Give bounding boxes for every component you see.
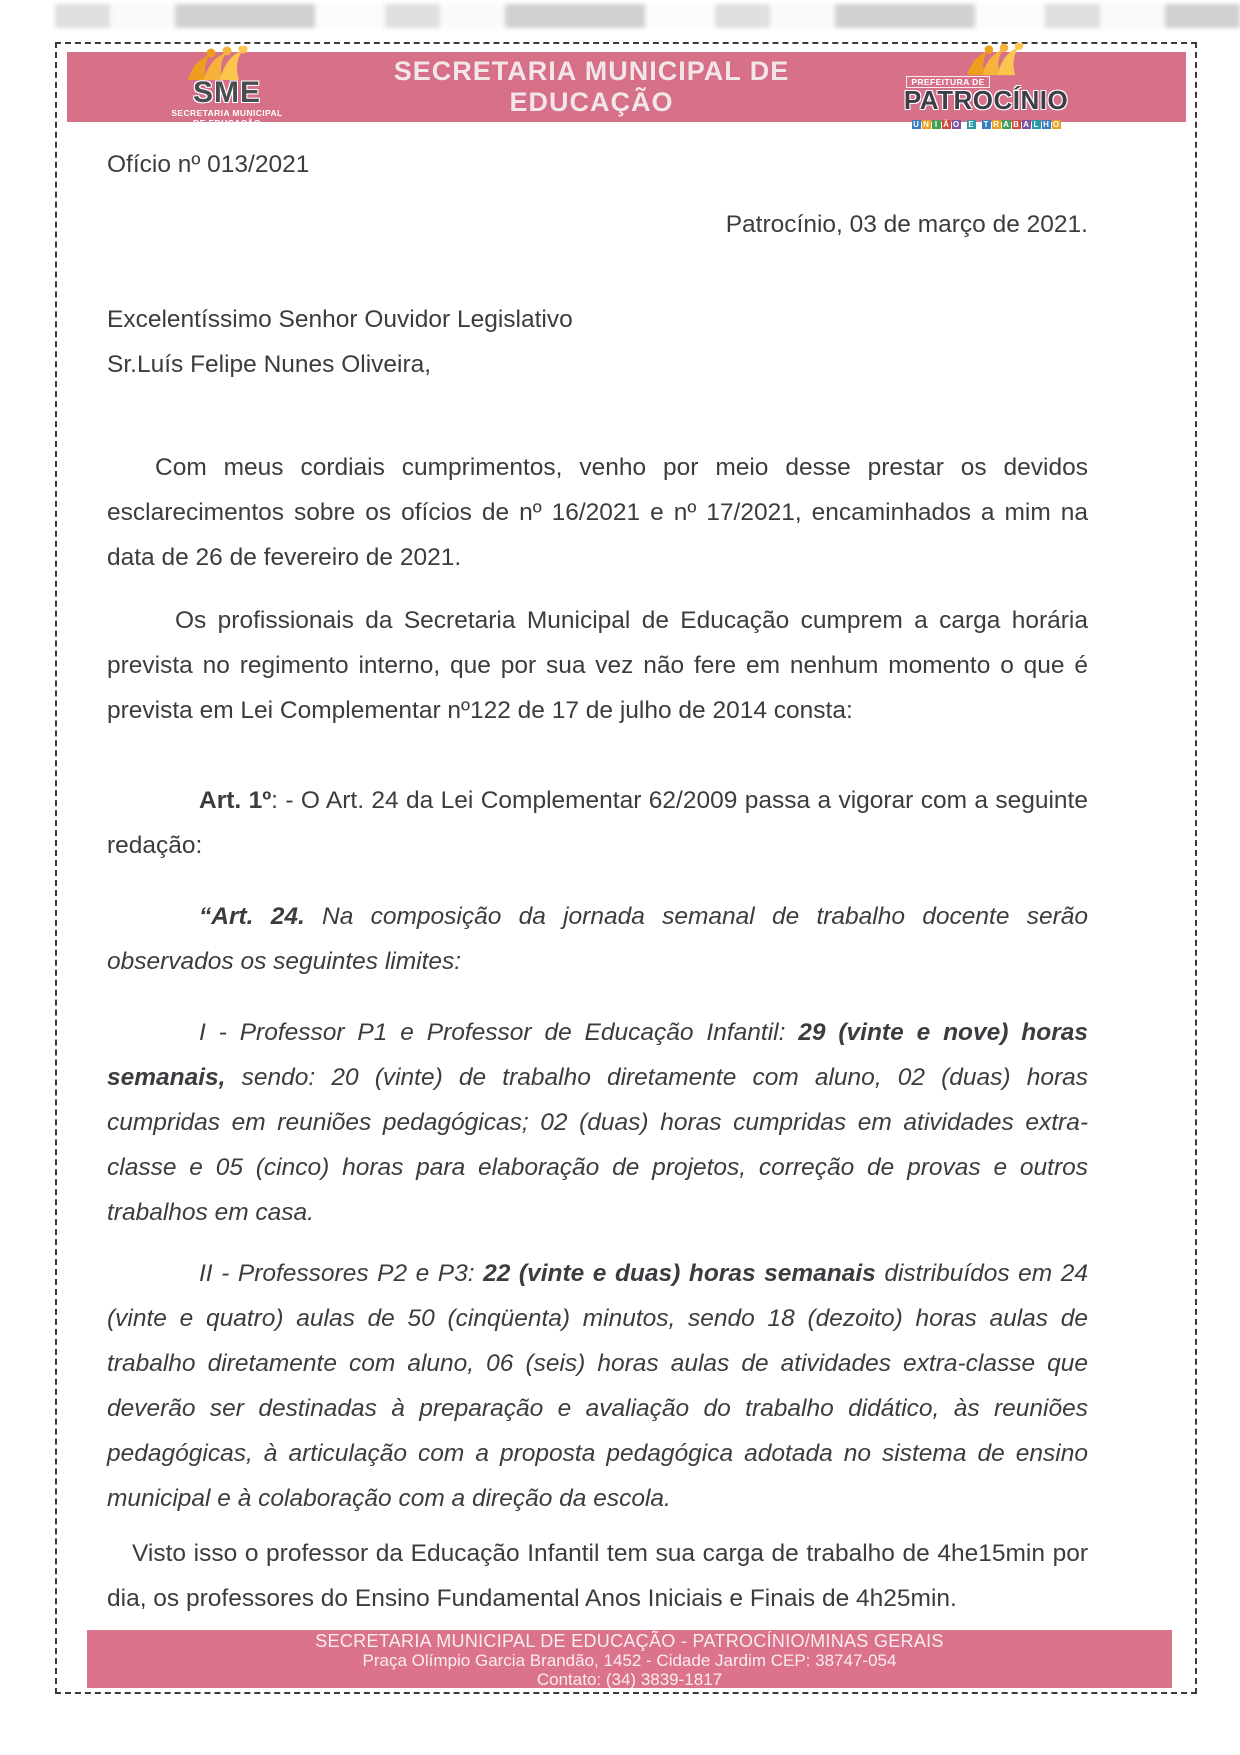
footer-contact-line: Contato: (34) 3839-1817 [536, 1670, 723, 1689]
sme-sub-line1: SECRETARIA MUNICIPAL [171, 108, 283, 118]
city-name: PATROCÍNIO [903, 85, 1069, 116]
footer-address-line: Praça Olímpio Garcia Brandão, 1452 - Cidade Jardim CEP: 38747-054 [362, 1651, 897, 1670]
header-title [292, 56, 891, 118]
paragraph: II - Professores P2 e P3: 22 (vinte e duas) horas semanais distribuídos em 24 (vinte e quatro) aulas de 50 (cinqüenta) minutos, sendo 18 (dezoito) horas aulas de trabalho diretamente com aluno, 06 (seis) horas aulas de atividades extra-classe que deverão ser destinadas à preparação e avaliação do trabalho didático, às reuniões pedagógicas, à articulação com a proposta pedagógica adotada no sistema de ensino municipal e à colaboração com a direção da escola. [107, 1260, 1089, 1512]
oficio-number: Ofício nº 013/2021 [107, 151, 310, 178]
paragraphs-container [107, 445, 1088, 1621]
prefeitura-label: PREFEITURA DE [906, 76, 989, 89]
paragraph: Visto isso o professor da Educação Infantil tem sua carga de trabalho de 4he15min por dia, os professores do Ensino Fundamental Anos Iniciais e Finais de 4h25min. [107, 1540, 1088, 1612]
city-motto: U N I Ã O E T R A B A L H O [913, 120, 1060, 130]
header-title-line2: EDUCAÇÃO [509, 87, 674, 117]
footer-org-line: SECRETARIA MUNICIPAL DE EDUCAÇÃO - PATROCÍNIO/MINAS GERAIS [315, 1631, 944, 1651]
sme-sub-line2: DE EDUCAÇÃO [193, 118, 261, 128]
addressee-title: Excelentíssimo Senhor Ouvidor Legislativo [107, 306, 573, 333]
scan-artifact [55, 4, 1240, 28]
prefeitura-logo [891, 43, 1081, 132]
paragraph: Com meus cordiais cumprimentos, venho por meio desse prestar os devidos esclarecimentos sobre os ofícios de nº 16/2021 e nº 17/2021, encaminhados a mim na data de 26 de fevereiro de 2021. [107, 454, 1088, 571]
header-title-line1: SECRETARIA MUNICIPAL DE [393, 56, 790, 86]
paragraph: Os profissionais da Secretaria Municipal de Educação cumprem a carga horária prevista no regimento interno, que por sua vez não fere em nenhum momento o que é prevista em Lei Complementar nº122 de 17 de julho de 2014 consta: [107, 607, 1088, 724]
page-border [55, 42, 1197, 1694]
sme-logo [162, 46, 292, 128]
paragraph: I - Professor P1 e Professor de Educação Infantil: 29 (vinte e nove) horas semanais, sendo: 20 (vinte) de trabalho diretamente com aluno, 02 (duas) horas cumpridas em reuniões pedagógicas; 02 (duas) horas cumpridas em atividades extra-classe e 05 (cinco) horas para elaboração de projetos, correção de provas e outros trabalhos em casa. [107, 1019, 1088, 1226]
header-banner [67, 52, 1186, 130]
addressee-name: Sr.Luís Felipe Nunes Oliveira, [107, 351, 432, 378]
paragraph: “Art. 24. Na composição da jornada semanal de trabalho docente serão observados os seguintes limites: [107, 903, 1088, 975]
date-line: Patrocínio, 03 de março de 2021. [725, 211, 1088, 238]
sme-acronym: SME [192, 76, 261, 109]
letter-body [57, 122, 1195, 1621]
footer-banner [87, 1630, 1172, 1688]
paragraph: Art. 1º: - O Art. 24 da Lei Complementar 62/2009 passa a vigorar com a seguinte redação: [107, 787, 1088, 859]
